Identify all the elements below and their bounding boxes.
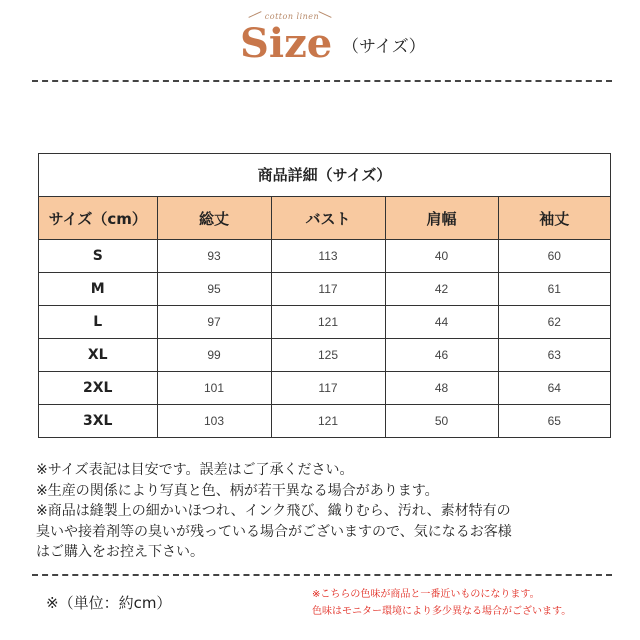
shoulder-cell: 46 bbox=[385, 339, 498, 372]
size-table bbox=[38, 153, 611, 438]
length-cell: 99 bbox=[157, 339, 271, 372]
shoulder-cell: 42 bbox=[385, 273, 498, 306]
note-line: ※商品は縫製上の細かいほつれ、インク飛び、織りむら、汚れ、素材特有の bbox=[36, 503, 511, 519]
bust-cell: 117 bbox=[271, 372, 385, 405]
disclaimer-line: ※こちらの色味が商品と一番近いものになります。 bbox=[312, 589, 540, 600]
size-label: S bbox=[39, 240, 157, 273]
sleeve-cell: 65 bbox=[547, 414, 561, 428]
size-label: L bbox=[39, 306, 157, 339]
length-cell: 101 bbox=[157, 372, 271, 405]
page-header bbox=[0, 0, 640, 80]
sleeve-cell: 62 bbox=[498, 306, 610, 339]
table-header-row bbox=[39, 197, 610, 240]
bust-cell: 125 bbox=[271, 339, 385, 372]
sleeve-cell: 60 bbox=[498, 240, 610, 273]
note-line: はご購入をお控え下さい。 bbox=[36, 544, 204, 560]
size-table-title: 商品詳細（サイズ） bbox=[39, 154, 610, 197]
size-label: 2XL bbox=[39, 372, 157, 405]
length-cell: 97 bbox=[157, 306, 271, 339]
divider-top bbox=[32, 80, 612, 82]
table-row bbox=[39, 339, 610, 372]
brand-tagline: cotton linen bbox=[264, 12, 320, 21]
column-header-bust: バスト bbox=[271, 197, 385, 240]
size-table-grid bbox=[39, 197, 610, 437]
bust-cell: 117 bbox=[271, 273, 385, 306]
note-line: ※生産の関係により写真と色、柄が若干異なる場合があります。 bbox=[36, 482, 439, 499]
column-header-length: 総丈 bbox=[157, 197, 271, 240]
color-disclaimer bbox=[312, 586, 632, 620]
bust-cell: 121 bbox=[271, 405, 385, 438]
notes-block bbox=[36, 460, 626, 563]
table-row bbox=[39, 372, 610, 405]
shoulder-cell: 48 bbox=[385, 372, 498, 405]
shoulder-cell: 50 bbox=[385, 405, 498, 438]
length-cell: 103 bbox=[157, 405, 271, 438]
decorative-line-left bbox=[248, 11, 261, 18]
table-row bbox=[39, 273, 610, 306]
table-row bbox=[39, 240, 610, 273]
table-row bbox=[39, 306, 610, 339]
column-header-shoulder: 肩幅 bbox=[385, 197, 498, 240]
divider-bottom bbox=[32, 574, 612, 576]
bust-cell: 113 bbox=[271, 240, 385, 273]
bust-cell: 121 bbox=[271, 306, 385, 339]
page-title: Size bbox=[240, 20, 333, 67]
page-subtitle: （サイズ） bbox=[342, 37, 426, 57]
unit-note: ※（単位：約cm） bbox=[46, 594, 172, 612]
column-header-size: サイズ（cm） bbox=[39, 197, 157, 240]
disclaimer-line: 色味はモニター環境により多少異なる場合がございます。 bbox=[312, 606, 572, 617]
shoulder-cell: 40 bbox=[385, 240, 498, 273]
note-line: ※サイズ表記は目安です。誤差はご了承ください。 bbox=[36, 462, 354, 478]
shoulder-cell: 44 bbox=[385, 306, 498, 339]
length-cell: 95 bbox=[157, 273, 271, 306]
note-line: 臭いや接着剤等の臭いが残っている場合がございますので、気になるお客様 bbox=[36, 523, 512, 540]
sleeve-cell: 63 bbox=[498, 339, 610, 372]
size-label: M bbox=[39, 273, 157, 306]
size-label: 3XL bbox=[39, 405, 157, 438]
column-header-sleeve: 袖丈 bbox=[498, 197, 610, 240]
sleeve-cell: 61 bbox=[498, 273, 610, 306]
sleeve-cell: 64 bbox=[498, 372, 610, 405]
table-row bbox=[39, 405, 610, 438]
length-cell: 93 bbox=[157, 240, 271, 273]
size-label: XL bbox=[39, 339, 157, 372]
